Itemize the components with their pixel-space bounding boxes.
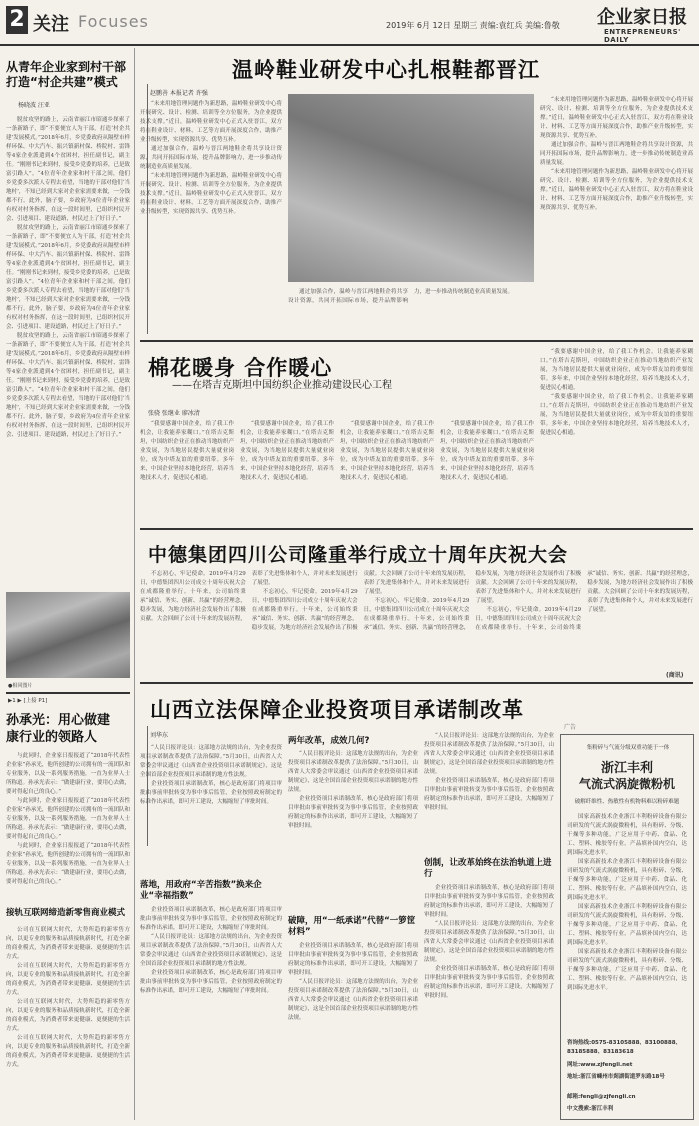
article6-subhead-1: 落地，用政府“辛苦指数”换来企业“幸福指数” xyxy=(140,880,262,901)
article5-body: 不忘初心，牢记使命。2019年4月29日，中德集团四川公司成立十周年庆祝大会在成都隆重举行。十年来，公司始终秉承“诚信、务实、创新、共赢”的经营理念，稳步发展，为地方经济社会发展作出了积极贡献。大会回顾了公司十年来的发展历程，表彰了先进集体和个人，并对未来发展进行了展望。 不忘初心，牢记使命。2019年4月29日，中德集团四川公司成立十周年庆祝大会在成都隆重举行。十年来，公司始终秉承“诚信、务实、创新、共赢”的经营理念，稳步发展，为地方经济社会发展作出了积极贡献。大会回顾了公司十年来的发展历程，表彰了先进集体和个人，并对未来发展进行了展望。 不忘初心，牢记使命。2019年4月29日，中德集团四川公司成立十周年庆祝大会在成都隆重举行。十年来，公司始终秉承“诚信、务实、创新、共赢”的经营理念，稳步发展，为地方经济社会发展作出了积极贡献。大会回顾了公司十年来的发展历程，表彰了先进集体和个人，并对未来发展进行了展望。 不忘初心，牢记使命。2019年4月29日，中德集团四川公司成立十周年庆祝大会在成都隆重举行。十年来，公司始终秉承“诚信、务实、创新、共赢”的经营理念，稳步发展，为地方经济社会发展作出了积极贡献。大会回顾了公司十年来的发展历程，表彰了先进集体和个人，并对未来发展进行了展望。 xyxy=(140,571,693,631)
ad-body: 国家高新技术企业浙江丰利粉碎设备有限公司研发的气流式涡旋微粉机，具有粉碎、分级、干燥等多种功能，广泛应用于中药、食品、化工、塑料、橡胶等行业。产品填补国内空白，达到国际先进水平。 国家高新技术企业浙江丰利粉碎设备有限公司研发的气流式涡旋微粉机，具有粉碎、分级、干燥等多种功能，广泛应用于中药、食品、化工、塑料、橡胶等行业。产品填补国内空白，达到国际先进水平。 国家高新技术企业浙江丰利粉碎设备有限公司研发的气流式涡旋微粉机，具有粉碎、分级、干燥等多种功能，广泛应用于中药、食品、化工、塑料、橡胶等行业。产品填补国内空白，达到国际先进水平。 国家高新技术企业浙江丰利粉碎设备有限公司研发的气流式涡旋微粉机，具有粉碎、分级、干燥等多种功能，广泛应用于中药、食品、化工、塑料、橡胶等行业。产品填补国内空白，达到国际先进水平。 xyxy=(567,814,687,991)
article6-body-col3b: 企业投资项目承诺制改革，核心是政府部门将项目审批由事前审批转变为事中事后监管，企业按照政府制定的标准作出承诺，即可开工建设，大幅缩短了审批时间。 “人民日报评论员：这部地方法规的出台，为企业投资项目承诺制改革提供了法治保障。”5月30日，山西省人大常委会审议通过《山西省企业投资项目承诺制规定》，这是全国首部企业投资项目承诺制的地方性法规。 企业投资项目承诺制改革，核心是政府部门将项目审批由事前审批转变为事中事后监管，企业按照政府制定的标准作出承诺，即可开工建设，大幅缩短了审批时间。 xyxy=(424,885,554,999)
page-number: 2 xyxy=(6,6,28,34)
section-rule xyxy=(140,340,693,342)
article6-body-col2: “人民日报评论员：这部地方法规的出台，为企业投资项目承诺制改革提供了法治保障。”5月30日，山西省人大常委会审议通过《山西省企业投资项目承诺制规定》，这是全国首部企业投资项目承诺制的地方性法规。 企业投资项目承诺制改革，核心是政府部门将项目审批由事前审批转变为事中事后监管，企业按照政府制定的标准作出承诺，即可开工建设，大幅缩短了审批时间。 xyxy=(288,751,418,829)
ad-tagline: 破解纤维性、热敏性有机物料难以粉碎难题 xyxy=(574,799,680,805)
article5-credit: (商讯) xyxy=(666,672,684,679)
article3-body-cont: 通过加强合作，温岭与晋江两地鞋企将共享设计资源，共同开拓国际市场，提升品牌影响力，进一步推动传统制造业高质量发展。 xyxy=(288,289,514,304)
article1-body: 脱贫攻坚的路上，云南省丽江市昭通乡探索了一条新路子，即“不要便宜人为干部，打造‘村企共建’发展模式。”2018年6月，乡党委政府从隔壁市样样环保、中大汽车、振兴镇新村保、桥院村、雷锋等4家企业派遣到4个贫困村，担任副书记，副主任。“刚刚书记来到村，接受乡党委的培养，已是致富引路人”。“4位青年企业家和村干部之间，他们乡党委多次派人专程去看望，当地的干部对他们‘当地村’，不知已经到大家对企业家需要来做，一分钱都不行。此外，脑子要，乡政府为4位青年企业家有权对村务指挥，在这一段时间里，已组织村民开会、引进项目、建设道路，村民过上了好日子。” 脱贫攻坚的路上，云南省丽江市昭通乡探索了一条新路子，即“不要便宜人为干部，打造‘村企共建’发展模式。”2018年6月，乡党委政府从隔壁市样样环保、中大汽车、振兴镇新村保、桥院村、雷锋等4家企业派遣到4个贫困村，担任副书记，副主任。“刚刚书记来到村，接受乡党委的培养，已是致富引路人”。“4位青年企业家和村干部之间，他们乡党委多次派人专程去看望，当地的干部对他们‘当地村’，不知已经到大家对企业家需要来做，一分钱都不行。此外，脑子要，乡政府为4位青年企业家有权对村务指挥，在这一段时间里，已组织村民开会、引进项目、建设道路，村民过上了好日子。” 脱贫攻坚的路上，云南省丽江市昭通乡探索了一条新路子，即“不要便宜人为干部，打造‘村企共建’发展模式。”2018年6月，乡党委政府从隔壁市样样环保、中大汽车、振兴镇新村保、桥院村、雷锋等4家企业派遣到4个贫困村，担任副书记，副主任。“刚刚书记来到村，接受乡党委的培养，已是致富引路人”。“4位青年企业家和村干部之间，他们乡党委多次派人专程去看望，当地的干部对他们‘当地村’，不知已经到大家对企业家需要来做，一分钱都不行。此外，脑子要，乡政府为4位青年企业家有权对村务指挥，在这一段时间里，已组织村民开会、引进项目、建设道路，村民过上了好日子。” xyxy=(6,117,130,438)
article6-subhead-4: 创制，让改革始终在法治轨道上进行 xyxy=(424,858,552,879)
ad-label: 广告 xyxy=(564,724,577,731)
article6-body-col3: “人民日报评论员：这部地方法规的出台，为企业投资项目承诺制改革提供了法治保障。”5月30日，山西省人大常委会审议通过《山西省企业投资项目承诺制规定》，这是全国首部企业投资项目承诺制的地方性法规。 企业投资项目承诺制改革，核心是政府部门将项目审批由事前审批转变为事中事后监管，企业按照政府制定的标准作出承诺，即可开工建设，大幅缩短了审批时间。 xyxy=(424,733,554,811)
article6-body-col2b: 企业投资项目承诺制改革，核心是政府部门将项目审批由事前审批转变为事中事后监管，企业按照政府制定的标准作出承诺，即可开工建设，大幅缩短了审批时间。 “人民日报评论员：这部地方法规的出台，为企业投资项目承诺制改革提供了法治保障。”5月30日，山西省人大常委会审议通过《山西省企业投资项目承诺制规定》，这是全国首部企业投资项目承诺制的地方性法规。 xyxy=(288,943,418,1021)
ad-search: 中文搜索:浙江丰利 xyxy=(567,1106,614,1112)
section-rule xyxy=(140,682,693,684)
ad-box xyxy=(560,734,694,1120)
page-header xyxy=(0,0,699,44)
column-divider xyxy=(134,48,135,1120)
ad-slogan: 集粉碎与气流分级双重功能于一体 xyxy=(586,745,670,751)
article3-body: “未来用地管理问题作为新思路，温岭鞋业研发中心将开展研究、设计、检测、培训等全方位服务，为企业提供技术支撑。”近日，温岭鞋业研发中心正式入驻晋江，双方将在鞋业设计、材料、工艺等方面开展深度合作，助推产业升级转型，实现资源共享、优势互补。 通过加强合作，温岭与晋江两地鞋企将共享设计资源，共同开拓国际市场，提升品牌影响力，进一步推动传统制造业高质量发展。 “未来用地管理问题作为新思路，温岭鞋业研发中心将开展研究、设计、检测、培训等全方位服务，为企业提供技术支撑。”近日，温岭鞋业研发中心正式入驻晋江，双方将在鞋业设计、材料、工艺等方面开展深度合作，助推产业升级转型，实现资源共享、优势互补。 xyxy=(140,101,282,215)
ad-email: 邮箱:fengli@zjfengli.cn xyxy=(567,1094,636,1100)
section-title-cn: 关注 xyxy=(33,14,69,35)
continued-marker: ▶1 ▶ [上接 P1] xyxy=(8,698,48,704)
article3-title: 温岭鞋业研发中心扎根鞋都晋江 xyxy=(232,58,540,82)
article1-photo-caption: ●相同图片 xyxy=(8,683,33,689)
article2-title: 孙承光：用心做建 康行业的领路人 xyxy=(6,713,111,745)
article6-body: “人民日报评论员：这部地方法规的出台，为企业投资项目承诺制改革提供了法治保障。”5月30日，山西省人大常委会审议通过《山西省企业投资项目承诺制规定》，这是全国首部企业投资项目承诺制的地方性法规。 企业投资项目承诺制改革，核心是政府部门将项目审批由事前审批转变为事中事后监管，企业按照政府制定的标准作出承诺，即可开工建设，大幅缩短了审批时间。 xyxy=(140,745,282,805)
section-title-en: Focuses xyxy=(78,12,149,31)
article2-body2: 公司在互联网大时代，大势所趋的新零售方向，以更专业的服务和品质接轨新时代，打造全新的商业模式，为消费者带来更健康、更便捷的生活方式。 公司在互联网大时代，大势所趋的新零售方向，以更专业的服务和品质接轨新时代，打造全新的商业模式，为消费者带来更健康、更便捷的生活方式。 公司在互联网大时代，大势所趋的新零售方向，以更专业的服务和品质接轨新时代，打造全新的商业模式，为消费者带来更健康、更便捷的生活方式。 公司在互联网大时代，大势所趋的新零售方向，以更专业的服务和品质接轨新时代，打造全新的商业模式，为消费者带来更健康、更便捷的生活方式。 xyxy=(6,927,130,1068)
article5-title: 中德集团四川公司隆重举行成立十周年庆祝大会 xyxy=(148,544,569,566)
ad-website: 网址:www.zjfengli.net xyxy=(567,1062,633,1068)
article6-subhead-2: 两年改革，成效几何? xyxy=(288,736,370,746)
ad-company: 浙江丰利 xyxy=(600,761,653,776)
article6-byline: 刘华东 xyxy=(150,732,169,739)
masthead-english: ENTREPRENEURS' DAILY xyxy=(604,28,681,44)
section-rule xyxy=(6,692,130,694)
ad-address: 地址:浙江省嵊州市剡湖街道罗东路18号 xyxy=(567,1074,665,1080)
article4-byline: 张骁 张继业 廖冰清 xyxy=(148,410,200,417)
article6-subhead-3: 破障，用“一纸承诺”代替“一箩筐材料” xyxy=(288,916,416,937)
article1-title: 从青年企业家到村干部 打造“村企共建”模式 xyxy=(6,60,127,89)
article4-title: 棉花暖身 合作暖心 xyxy=(148,356,333,380)
article6-title: 山西立法保障企业投资项目承诺制改革 xyxy=(150,698,524,722)
article2-subhead: 接轨互联网缔造新零售商业模式 xyxy=(6,908,126,918)
article4-body: “我要感谢中国企业，给了我工作机会，让我能养家糊口。”在塔吉克斯坦，中国纺织企业正在推动当地纺织产业发展，为当地居民提供大量就业岗位，成为中塔友谊的重要纽带。多年来，中国企业坚持本地化经营，培养当地技术人才，促进民心相通。 “我要感谢中国企业，给了我工作机会，让我能养家糊口。”在塔吉克斯坦，中国纺织企业正在推动当地纺织产业发展，为当地居民提供大量就业岗位，成为中塔友谊的重要纽带。多年来，中国企业坚持本地化经营，培养当地技术人才，促进民心相通。 “我要感谢中国企业，给了我工作机会，让我能养家糊口。”在塔吉克斯坦，中国纺织企业正在推动当地纺织产业发展，为当地居民提供大量就业岗位，成为中塔友谊的重要纽带。多年来，中国企业坚持本地化经营，培养当地技术人才，促进民心相通。 “我要感谢中国企业，给了我工作机会，让我能养家糊口。”在塔吉克斯坦，中国纺织企业正在推动当地纺织产业发展，为当地居民提供大量就业岗位，成为中塔友谊的重要纽带。多年来，中国企业坚持本地化经营，培养当地技术人才，促进民心相通。 xyxy=(140,421,534,481)
article2-body: 与此同时，企业家日报报道了“2018年代表性企业家”孙承光，他所创建的公司拥有的一流团队和专业服务，以及一系列服务措施，一直为业界人士所称道。孙承光表示：“做建康行业，要用心去做，要对得起自己的良心。” 与此同时，企业家日报报道了“2018年代表性企业家”孙承光，他所创建的公司拥有的一流团队和专业服务，以及一系列服务措施，一直为业界人士所称道。孙承光表示：“做建康行业，要用心去做，要对得起自己的良心。” 与此同时，企业家日报报道了“2018年代表性企业家”孙承光，他所创建的公司拥有的一流团队和专业服务，以及一系列服务措施，一直为业界人士所称道。孙承光表示：“做建康行业，要用心去做，要对得起自己的良心。” xyxy=(6,753,130,885)
section-rule xyxy=(140,528,693,530)
article1-byline: 杨晓波 汪亚 xyxy=(18,102,50,109)
article3-photo xyxy=(288,94,534,282)
article1-photo xyxy=(6,592,130,678)
article6-body-col1: 企业投资项目承诺制改革，核心是政府部门将项目审批由事前审批转变为事中事后监管，企业按照政府制定的标准作出承诺，即可开工建设，大幅缩短了审批时间。 “人民日报评论员：这部地方法规的出台，为企业投资项目承诺制改革提供了法治保障。”5月30日，山西省人大常委会审议通过《山西省企业投资项目承诺制规定》，这是全国首部企业投资项目承诺制的地方性法规。 企业投资项目承诺制改革，核心是政府部门将项目审批由事前审批转变为事中事后监管，企业按照政府制定的标准作出承诺，即可开工建设，大幅缩短了审批时间。 xyxy=(140,907,282,994)
article4-body-right: “我要感谢中国企业，给了我工作机会，让我能养家糊口。”在塔吉克斯坦，中国纺织企业正在推动当地纺织产业发展，为当地居民提供大量就业岗位，成为中塔友谊的重要纽带。多年来，中国企业坚持本地化经营，培养当地技术人才，促进民心相通。 “我要感谢中国企业，给了我工作机会，让我能养家糊口。”在塔吉克斯坦，中国纺织企业正在推动当地纺织产业发展，为当地居民提供大量就业岗位，成为中塔友谊的重要纽带。多年来，中国企业坚持本地化经营，培养当地技术人才，促进民心相通。 xyxy=(540,349,693,436)
masthead-logo: 企业家日报 xyxy=(597,7,687,28)
header-rule xyxy=(0,44,699,46)
article3-byline: 赵鹏善 本报记者 许强 xyxy=(150,90,208,97)
article3-body-right: “未来用地管理问题作为新思路，温岭鞋业研发中心将开展研究、设计、检测、培训等全方位服务，为企业提供技术支撑。”近日，温岭鞋业研发中心正式入驻晋江，双方将在鞋业设计、材料、工艺等方面开展深度合作，助推产业升级转型，实现资源共享、优势互补。 通过加强合作，温岭与晋江两地鞋企将共享设计资源，共同开拓国际市场，提升品牌影响力，进一步推动传统制造业高质量发展。 “未来用地管理问题作为新思路，温岭鞋业研发中心将开展研究、设计、检测、培训等全方位服务，为企业提供技术支撑。”近日，温岭鞋业研发中心正式入驻晋江，双方将在鞋业设计、材料、工艺等方面开展深度合作，助推产业升级转型，实现资源共享、优势互补。 xyxy=(540,97,693,211)
issue-date-line: 2019年 6月 12日 星期三 责编:袁红兵 美编:鲁敬 xyxy=(386,21,560,30)
ad-hotline: 咨询热线:0575-83105888、83100888、83185888、83183618 xyxy=(567,1040,682,1055)
ad-product: 气流式涡旋微粉机 xyxy=(578,777,675,791)
article4-subtitle: ——在塔吉克斯坦中国纺织企业推动建设民心工程 xyxy=(172,380,392,391)
